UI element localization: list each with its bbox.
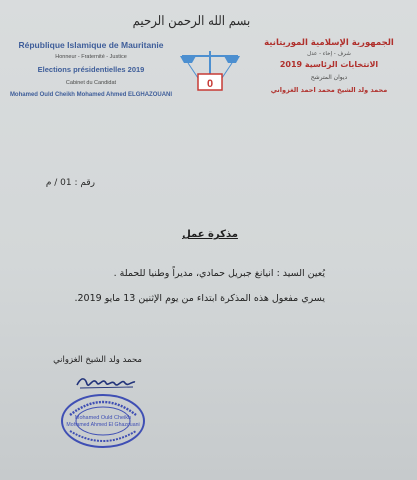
arabic-motto: شرف - إخاء - عدل — [307, 51, 351, 57]
reference-number: رقم : 01 / م — [45, 178, 95, 188]
french-motto: Honneur - Fraternité - Justice — [55, 54, 127, 60]
memo-title: مذكرة عمل — [182, 229, 238, 240]
balance-scale-icon — [178, 48, 242, 94]
stamp-french-line-1: Mohamed Ould Cheikh — [74, 415, 132, 421]
emblem-digit: 0 — [206, 78, 214, 90]
arabic-country: الجمهورية الإسلامية الموريتانية — [264, 38, 394, 48]
memo-body-line-2: يسري مفعول هذه المذكرة ابتداء من يوم الإثنين 13 مايو 2019. — [74, 293, 325, 304]
bismillah-calligraphy: بسم الله الرحمن الرحيم — [132, 14, 251, 29]
french-letterhead — [6, 40, 176, 98]
arabic-election: الانتخابات الرئاسية 2019 — [279, 60, 379, 69]
arabic-office: ديوان المترشح — [310, 74, 348, 81]
arabic-candidate: محمد ولد الشيخ محمد احمد الغزواني — [270, 86, 388, 94]
memo-body-line-1: يُعين السيد : انيانغ جبريل حمادي، مديراً وطنيا للحملة . — [113, 268, 325, 279]
french-election: Elections présidentielles 2019 — [37, 65, 145, 74]
french-country: République Islamique de Mauritanie — [18, 40, 164, 50]
french-office: Cabinet du Candidat — [65, 80, 117, 86]
french-candidate: Mohamed Ould Cheikh Mohamed Ahmed ELGHAZOUANI — [9, 92, 173, 98]
handwritten-signature — [75, 373, 137, 391]
stamp-french-line-2: Mohamed Ahmed El Ghazouani — [66, 422, 140, 428]
official-stamp — [60, 393, 146, 449]
signer-name: محمد ولد الشيخ الغزواني — [53, 355, 142, 365]
arabic-letterhead — [249, 38, 409, 94]
